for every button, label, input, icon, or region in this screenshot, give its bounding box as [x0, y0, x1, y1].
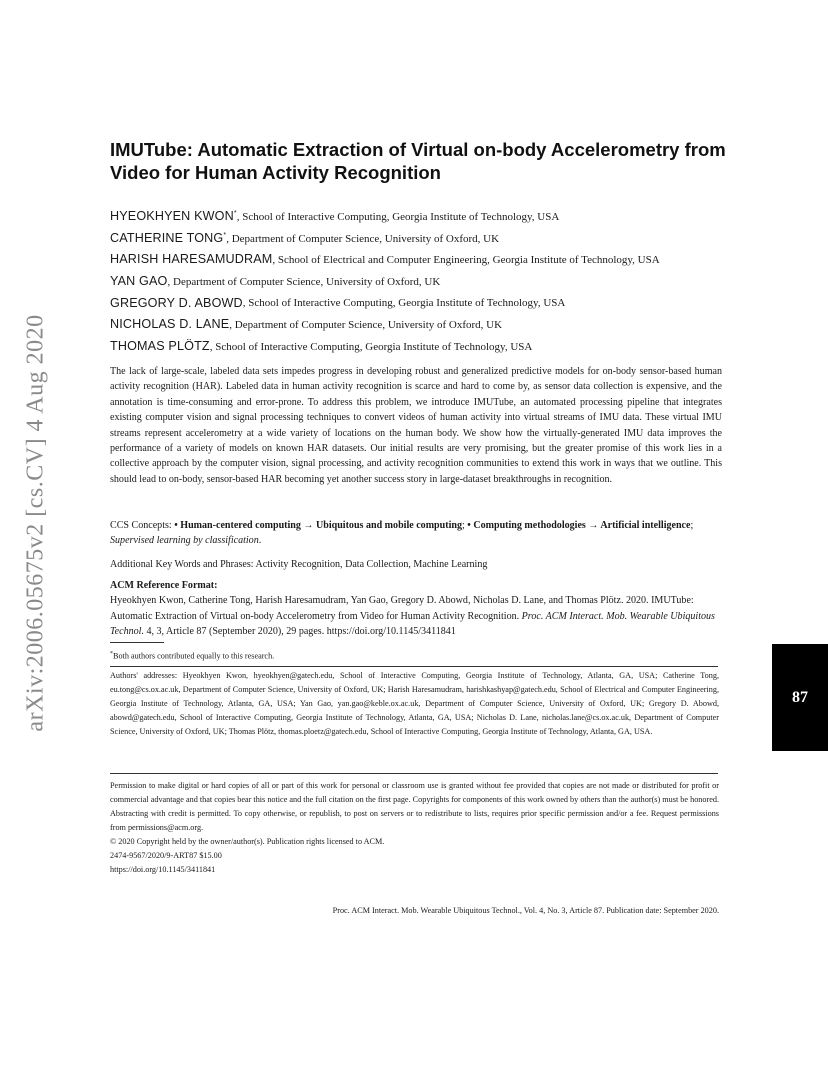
arxiv-identifier-stamp: arXiv:2006.05675v2 [cs.CV] 4 Aug 2020: [22, 314, 49, 732]
author-affiliation: , Department of Computer Science, University of Oxford, UK: [226, 232, 500, 245]
copyright-line: © 2020 Copyright held by the owner/author(s). Publication rights licensed to ACM.: [110, 837, 385, 846]
section-divider: [110, 773, 718, 774]
author-affiliation: , Department of Computer Science, University of Oxford, UK: [229, 319, 503, 332]
authors-addresses: Authors' addresses: Hyeokhyen Kwon, hyeokhyen@gatech.edu, School of Interactive Computing, Georgia Institute of Technology, Atlanta, GA, USA; Catherine Tong, eu.tong@cs.ox.ac.uk, Department of Computer Science, University of Oxford, UK; Harish Haresamudram, harishkashyap@gatech.edu, School of Electrical and Computer Engineering, Georgia Institute of Technology, Atlanta, GA, USA; Yan Gao, yan.gao@keble.ox.ac.uk, Department of Computer Science, University of Oxford, UK; Gregory D. Abowd, abowd@gatech.edu, School of Interactive Computing, Georgia Institute of Technology, Atlanta, GA, USA; Nicholas D. Lane, nicholas.lane@cs.ox.ac.uk, Department of Computer Science, University of Oxford, UK; Thomas Plötz, thomas.ploetz@gatech.edu, School of Interactive Computing, Georgia Institute of Technology, Atlanta, GA, USA.: [110, 671, 719, 736]
author-name: GREGORY D. ABOWD: [110, 295, 243, 310]
footnote-divider: [110, 642, 164, 643]
section-divider: [110, 666, 718, 667]
additional-keywords: Additional Key Words and Phrases: Activity Recognition, Data Collection, Machine Learning: [110, 559, 488, 570]
article-number-tab: [772, 644, 828, 751]
author-entry: [110, 227, 722, 249]
permissions-notice: [110, 779, 719, 877]
author-affiliation: , Department of Computer Science, University of Oxford, UK: [167, 275, 441, 288]
author-name: NICHOLAS D. LANE: [110, 317, 230, 332]
issn-line: 2474-9567/2020/9-ART87 $15.00: [110, 851, 222, 860]
author-list: [110, 205, 722, 356]
author-entry: [110, 291, 722, 313]
doi-link[interactable]: https://doi.org/10.1145/3411841: [110, 865, 216, 874]
author-name: HYEOKHYEN KWON*: [110, 209, 237, 224]
author-name: YAN GAO: [110, 273, 168, 288]
author-entry: [110, 248, 722, 270]
author-entry: [110, 313, 722, 335]
author-entry: [110, 270, 722, 292]
abstract: The lack of large-scale, labeled data sets impedes progress in developing robust and generalized predictive models for on-body sensor-based human activity recognition (HAR). Labeled data in human activity recognition is scarce and hard to come by, as sensor data collection is expensive, and the annotation is time-consuming and error-prone. To address this problem, we introduce IMUTube, an automated processing pipeline that integrates existing computer vision and signal processing techniques to convert videos of human activity into virtual streams of IMU data. These virtual IMU streams represent accelerometry at a wide variety of locations on the human body. We show how the virtually-generated IMU data improves the performance of a variety of models on known HAR datasets. Our initial results are very promising, but the greater promise of this work lies in a collective approach by the computer vision, signal processing, and activity recognition communities to extend this work in ways that we outline. This should lead to on-body, sensor-based HAR becoming yet another success story in large-dataset breakthroughs in recognition.: [110, 366, 722, 485]
acm-reference-text: Hyeokhyen Kwon, Catherine Tong, Harish Haresamudram, Yan Gao, Gregory D. Abowd, Nicholas D. Lane, and Thomas Plötz. 2020. IMUTube: Automatic Extraction of Virtual on-body Accelerometry from Video for Human Activity Recognition. Proc. ACM Interact. Mob. Wearable Ubiquitous Technol. 4, 3, Article 87 (September 2020), 29 pages. https://doi.org/10.1145/3411841: [110, 595, 715, 638]
author-name: THOMAS PLÖTZ: [110, 338, 210, 353]
page-footer: Proc. ACM Interact. Mob. Wearable Ubiquitous Technol., Vol. 4, No. 3, Article 87. Publication date: September 2020.: [332, 906, 719, 915]
author-affiliation: , School of Interactive Computing, Georgia Institute of Technology, USA: [209, 340, 533, 353]
acm-reference-format: [110, 578, 722, 640]
author-affiliation: , School of Electrical and Computer Engineering, Georgia Institute of Technology, USA: [272, 254, 660, 267]
author-affiliation: , School of Interactive Computing, Georgia Institute of Technology, USA: [242, 297, 566, 310]
author-entry: [110, 205, 722, 227]
permissions-text: Permission to make digital or hard copies of all or part of this work for personal or classroom use is granted without fee provided that copies are not made or distributed for profit or commercial advantage and that copies bear this notice and the full citation on the first page. Copyrights for components of this work owned by others than the author(s) must be honored. Abstracting with credit is permitted. To copy otherwise, or republish, to post on servers or to redistribute to lists, requires prior specific permission and/or a fee. Request permissions from permissions@acm.org.: [110, 781, 719, 832]
article-number: 87: [792, 688, 808, 706]
ccs-concepts: CCS Concepts: • Human-centered computing → Ubiquitous and mobile computing; • Computing methodologies → Artificial intelligence; Supervised learning by classification.: [110, 520, 694, 547]
paper-title: IMUTube: Automatic Extraction of Virtual on-body Accelerometry from Video for Human Activity Recognition: [110, 139, 726, 183]
author-name: HARISH HARESAMUDRAM: [110, 252, 273, 267]
author-affiliation: , School of Interactive Computing, Georgia Institute of Technology, USA: [236, 211, 560, 224]
author-entry: [110, 335, 722, 357]
equal-contribution-footnote: *Both authors contributed equally to this research.: [110, 651, 275, 661]
acm-reference-heading: ACM Reference Format:: [110, 580, 218, 591]
author-name: CATHERINE TONG*: [110, 230, 227, 245]
